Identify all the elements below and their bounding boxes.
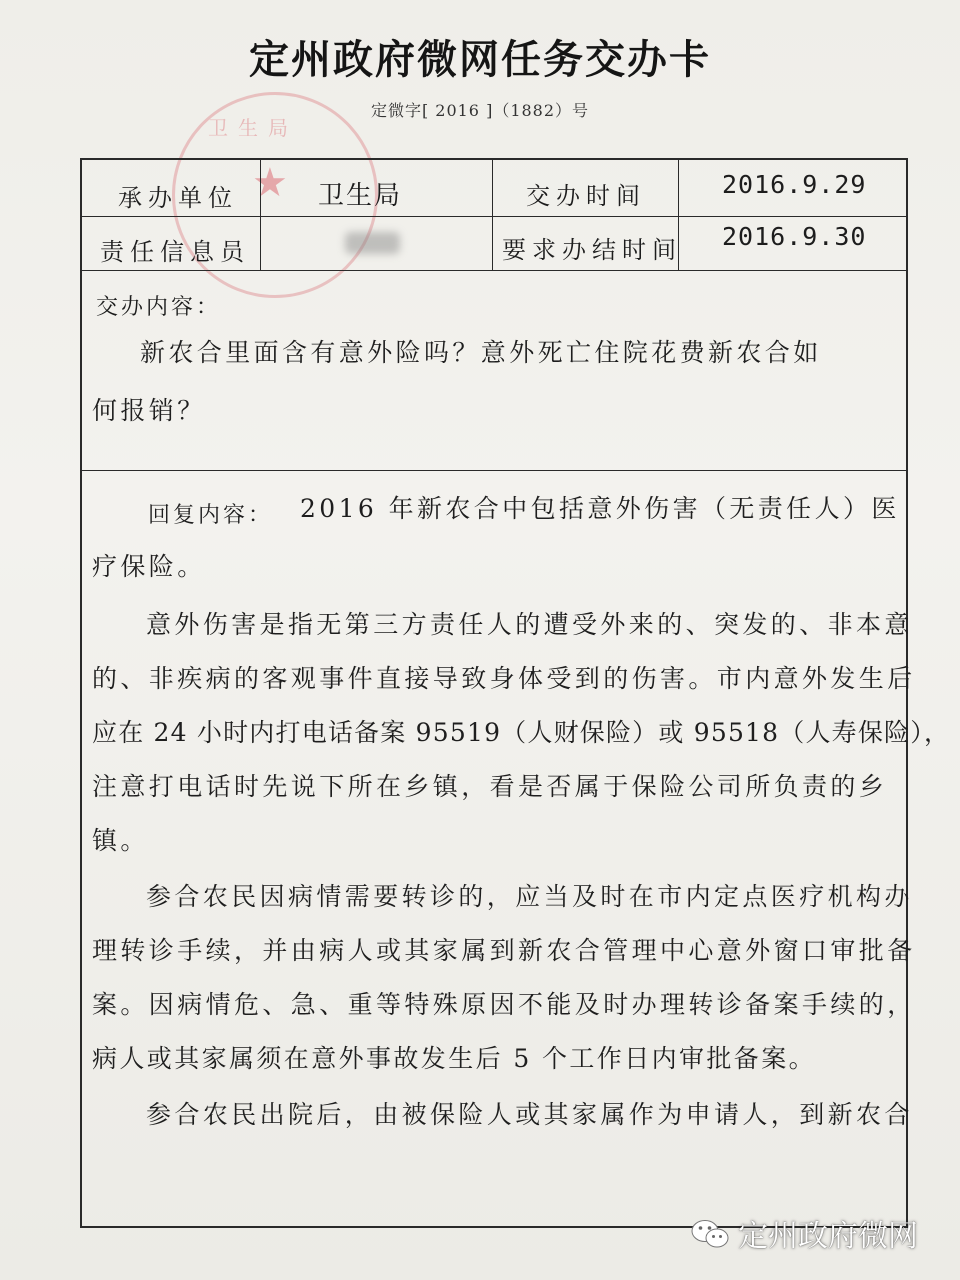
- reply-line: 镇。: [92, 826, 149, 855]
- reply-line: 理转诊手续，并由病人或其家属到新农合管理中心意外窗口审批备: [92, 936, 916, 965]
- watermark-text: 定州政府微网: [738, 1219, 918, 1254]
- reply-line: 疗保险。: [92, 552, 206, 581]
- reply-line: 注意打电话时先说下所在乡镇，看是否属于保险公司所负责的乡: [92, 772, 888, 801]
- reply-line: 参合农民因病情需要转诊的，应当及时在市内定点医疗机构办: [146, 882, 913, 911]
- reply-line: 案。因病情危、急、重等特殊原因不能及时办理转诊备案手续的，: [92, 990, 916, 1019]
- officer-label: 责任信息员: [100, 238, 250, 266]
- redacted-officer-name: [345, 232, 400, 254]
- wechat-icon: [690, 1218, 730, 1248]
- deadline-label: 要求办结时间: [502, 236, 682, 264]
- watermark: [690, 1208, 918, 1258]
- task-content-line: 新农合里面含有意外险吗？意外死亡住院花费新农合如: [140, 338, 822, 367]
- reply-content-label: 回复内容：: [148, 503, 274, 528]
- reply-line: 意外伤害是指无第三方责任人的遭受外来的、突发的、非本意: [146, 610, 913, 639]
- document-number: 定微字[ 2016 ]（1882）号: [370, 101, 590, 120]
- document-title: 定州政府微网任务交办卡: [249, 37, 711, 83]
- unit-label: 承办单位: [118, 184, 238, 212]
- task-content-label: 交办内容：: [96, 295, 222, 320]
- reply-line: 应在 24 小时内打电话备案 95519（人财保险）或 95518（人寿保险），: [92, 718, 951, 747]
- assign-time-value: 2016.9.29: [722, 170, 867, 199]
- reply-line: 病人或其家属须在意外事故发生后 5 个工作日内审批备案。: [92, 1044, 817, 1073]
- task-content-line: 何报销？: [92, 396, 206, 425]
- seal-text: 卫生局: [208, 116, 298, 140]
- reply-line: 的、非疾病的客观事件直接导致身体受到的伤害。市内意外发生后: [92, 664, 916, 693]
- reply-line: 2016 年新农合中包括意外伤害（无责任人）医: [300, 494, 900, 523]
- assign-time-label: 交办时间: [526, 182, 646, 210]
- deadline-value: 2016.9.30: [722, 222, 867, 251]
- seal-star-icon: ★: [252, 160, 288, 206]
- reply-line: 参合农民出院后，由被保险人或其家属作为申请人，到新农合: [146, 1100, 913, 1129]
- unit-value: 卫生局: [318, 181, 403, 211]
